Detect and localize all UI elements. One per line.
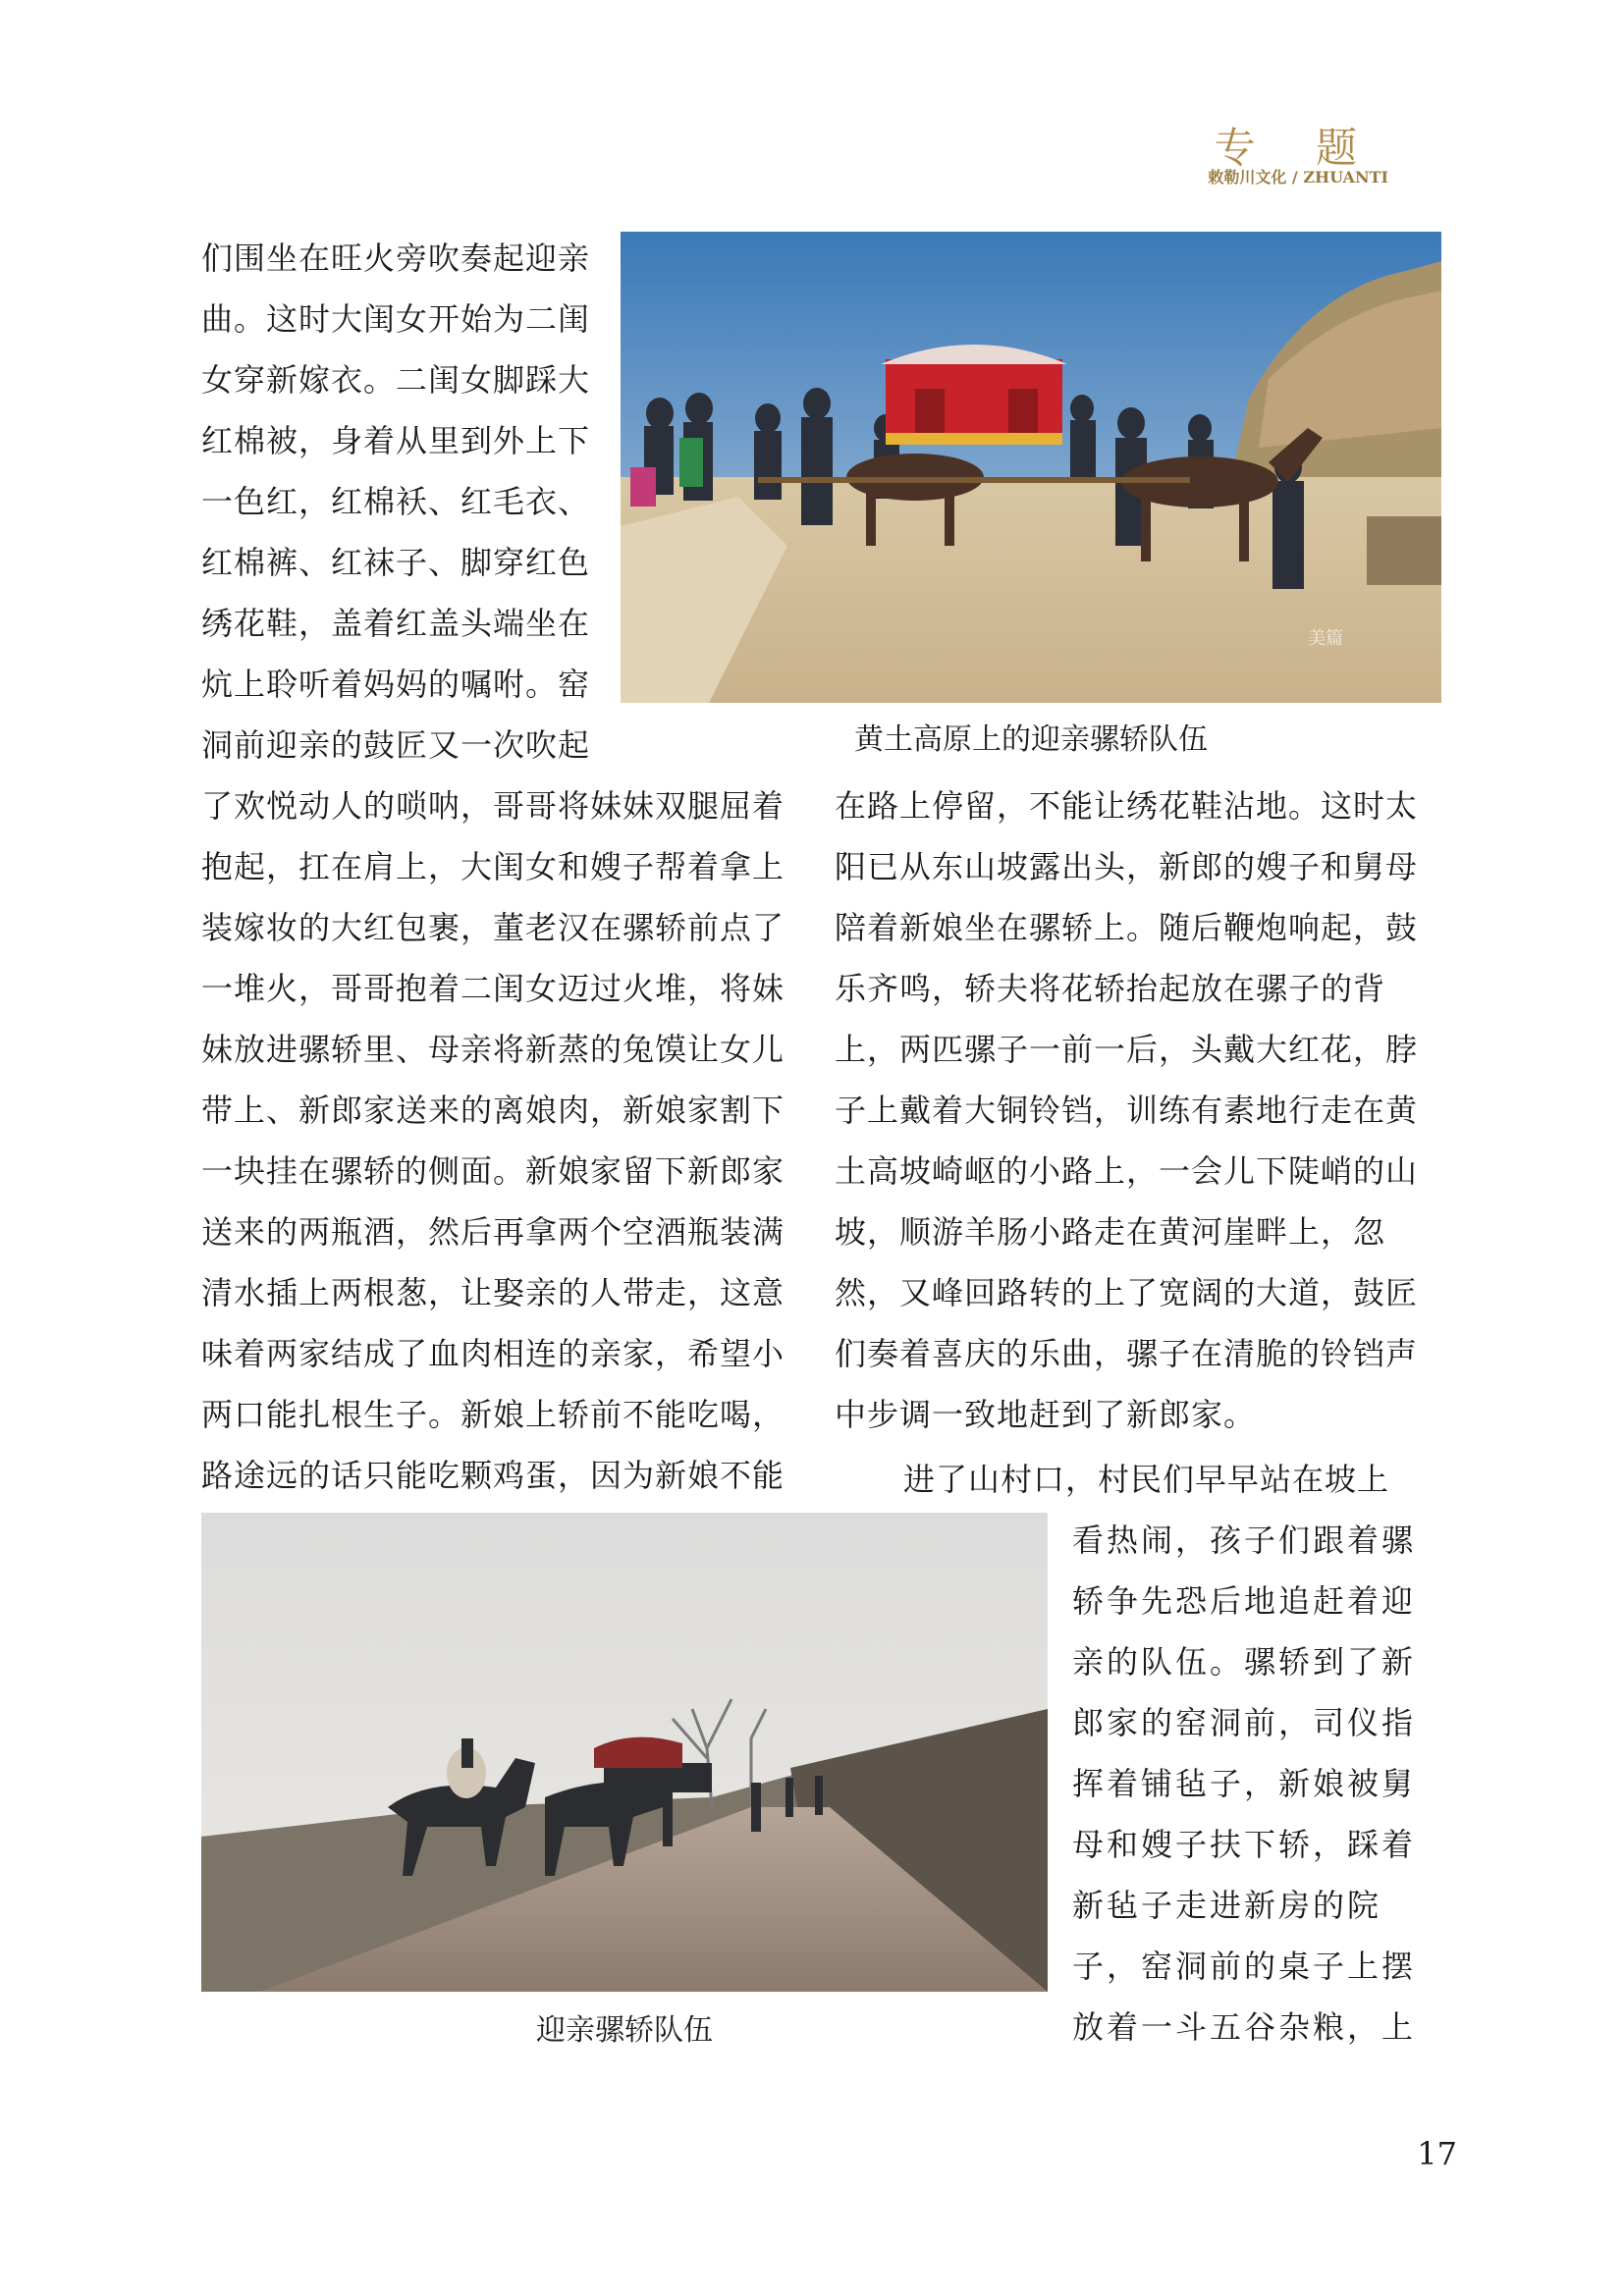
page-number: 17 <box>1417 2135 1457 2172</box>
photo-illustration-bottom <box>201 1513 1048 1992</box>
photo-watermark: 美篇 <box>1308 628 1343 648</box>
body-text-col1-upper: 们围坐在旺火旁吹奏起迎亲 曲。这时大闺女开始为二闺 女穿新嫁衣。二闺女脚踩大 红棉被，身着从里到外上下 一色红，红棉袄、红毛衣、 红棉裤、红袜子、脚穿红色 绣花鞋，盖着红盖头端坐在 炕上聆听着妈妈的嘱咐。窑 洞前迎亲的鼓匠又一次吹起 <box>201 240 591 764</box>
photo-caption-top: 黄土高原上的迎亲骡轿队伍 <box>854 722 1208 757</box>
photo-caption-bottom: 迎亲骡轿队伍 <box>536 2013 713 2048</box>
body-text-col2-paragraph-start: 进了山村口，村民们早早站在坡上 <box>903 1461 1390 1498</box>
section-title: 专 题 <box>1214 124 1380 172</box>
body-text-col2-upper: 在路上停留，不能让绣花鞋沾地。这时太 阳已从东山坡露出头，新郎的嫂子和舅母 陪着新娘坐在骡轿上。随后鞭炮响起，鼓 乐齐鸣，轿夫将花轿抬起放在骡子的背 上，两匹骡子一前一后，头戴大红花，脖 子上戴着大铜铃铛，训练有素地行走在黄 土高坡崎岖的小路上，一会儿下陡峭的山 坡，顺游羊肠小路走在黄河崖畔上，忽 然，又峰回路转的上了宽阔的大道，鼓匠 们奏着喜庆的乐曲，骡子在清脆的铃铛声 中步调一致地赶到了新郎家。 <box>835 787 1419 1433</box>
body-text-col1-lower: 了欢悦动人的唢呐，哥哥将妹妹双腿屈着 抱起，扛在肩上，大闺女和嫂子帮着拿上 装嫁妆的大红包裹，董老汉在骡轿前点了 一堆火，哥哥抱着二闺女迈过火堆，将妹 妹放进骡轿里、母亲将新蒸的兔馍让女儿 带上、新郎家送来的离娘肉，新娘家割下 一块挂在骡轿的侧面。新娘家留下新郎家 送来的两瓶酒，然后再拿两个空酒瓶装满 清水插上两根葱，让娶亲的人带走，这意 味着两家结成了血肉相连的亲家，希望小 两口能扎根生子。新娘上轿前不能吃喝， 路途远的话只能吃颗鸡蛋，因为新娘不能 <box>201 787 785 1494</box>
photo-wedding-procession-bottom <box>201 1513 1048 1992</box>
section-subtitle: 敕勒川文化 / ZHUANTI <box>1208 168 1388 187</box>
photo-wedding-procession-top <box>621 232 1441 703</box>
photo-illustration <box>621 232 1441 703</box>
body-text-col2-lower: 看热闹，孩子们跟着骡 轿争先恐后地追赶着迎 亲的队伍。骡轿到了新 郎家的窑洞前，司仪指 挥着铺毡子，新娘被舅 母和嫂子扶下轿，踩着 新毡子走进新房的院 子，窑洞前的桌子上摆 放着一斗五谷杂粮，上 <box>1072 1522 1417 2046</box>
